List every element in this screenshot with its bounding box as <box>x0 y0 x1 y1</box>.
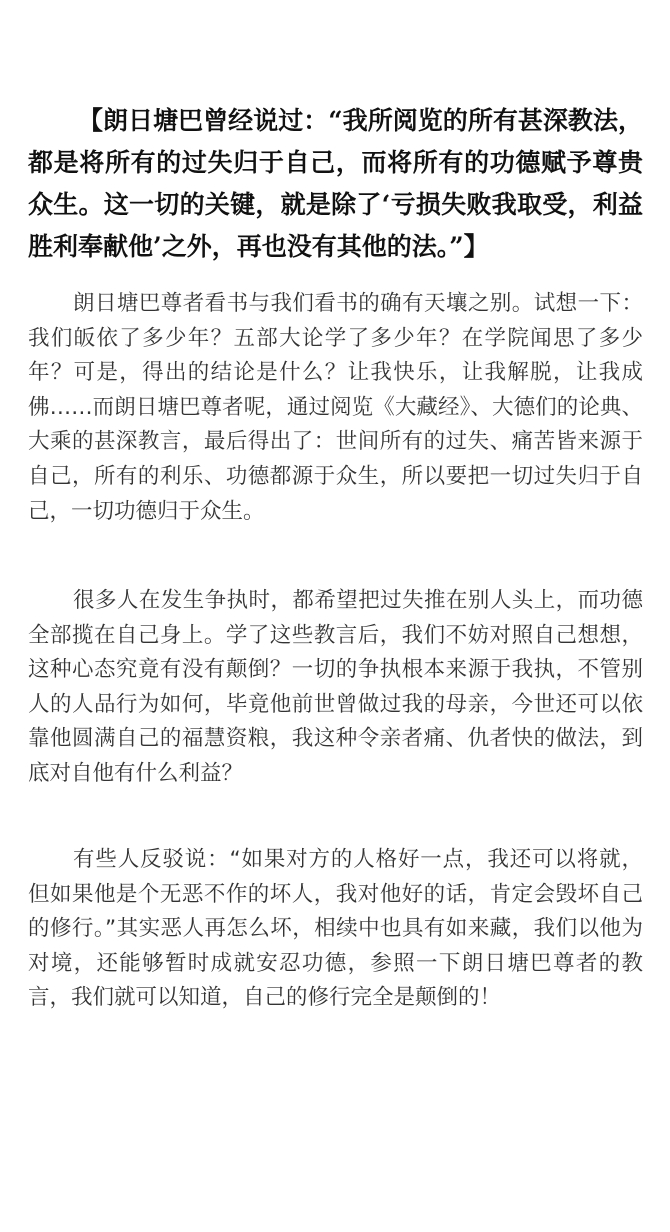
body-paragraph-1: 朗日塘巴尊者看书与我们看书的确有天壤之别。试想一下：我们皈依了多少年？五部大论学了多少年？在学院闻思了多少年？可是，得出的结论是什么？让我快乐，让我解脱，让我成佛……而朗日塘巴尊者呢，通过阅览《大藏经》、大德们的论典、大乘的甚深教言，最后得出了：世间所有的过失、痛苦皆来源于自己，所有的利乐、功德都源于众生，所以要把一切过失归于自己，一切功德归于众生。 <box>28 291 643 524</box>
body-paragraph-3: 有些人反驳说：“如果对方的人格好一点，我还可以将就，但如果他是个无恶不作的坏人，我对他好的话，肯定会毁坏自己的修行。”其实恶人再怎么坏，相续中也具有如来藏，我们以他为对境，还能够暂时成就安忍功德，参照一下朗日塘巴尊者的教言，我们就可以知道，自己的修行完全是颠倒的！ <box>28 847 643 1011</box>
body-paragraph-2: 很多人在发生争执时，都希望把过失推在别人头上，而功德全部揽在自己身上。学了这些教言后，我们不妨对照自己想想，这种心态究竟有没有颠倒？一切的争执根本来源于我执，不管别人的人品行为如何，毕竟他前世曾做过我的母亲，今世还可以依靠他圆满自己的福慧资粮，我这种令亲者痛、仇者快的做法，到底对自他有什么利益？ <box>28 588 643 786</box>
quote-paragraph: 【朗日塘巴曾经说过：“我所阅览的所有甚深教法，都是将所有的过失归于自己，而将所有的功德赋予尊贵众生。这一切的关键，就是除了‘亏损失败我取受，利益胜利奉献他’之外，再也没有其他的法。”】 <box>28 106 643 261</box>
